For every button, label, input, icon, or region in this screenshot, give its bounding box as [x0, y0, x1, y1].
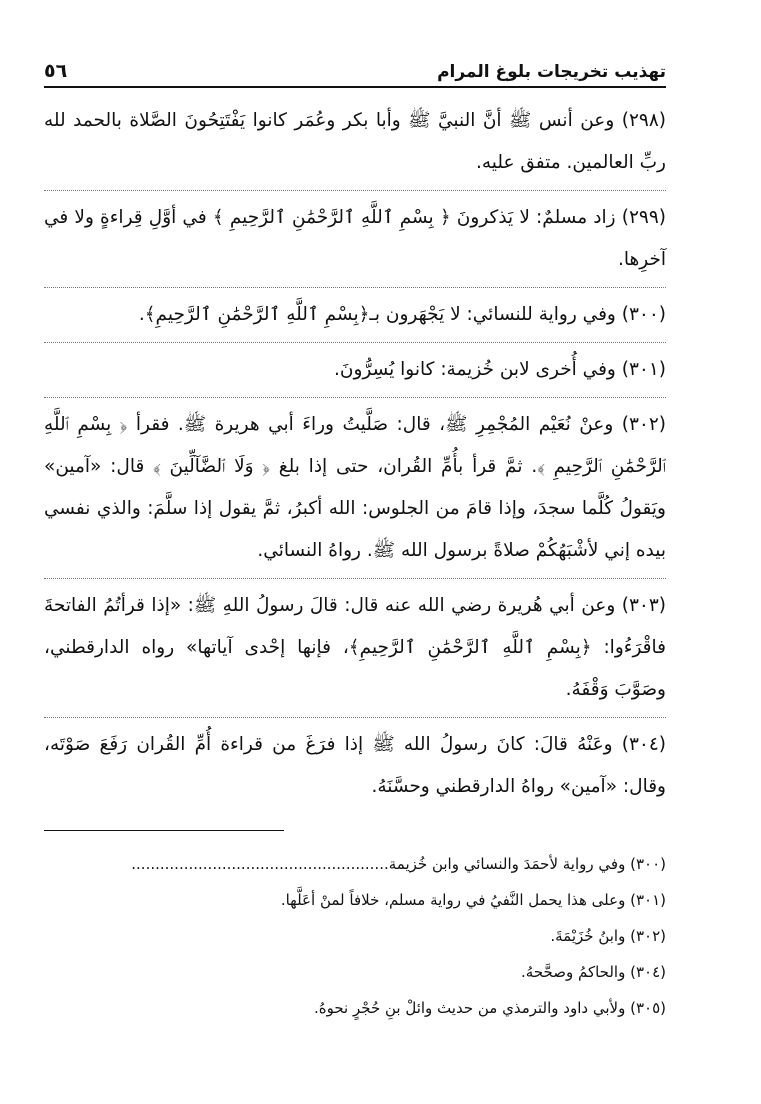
hadith-298 — [44, 100, 666, 191]
hadith-number: (٢٩٩) — [621, 207, 666, 228]
hadith-300 — [44, 294, 666, 343]
footnote-text: وفي رواية لأحمَدَ والنسائي وابن خُزيمة...................................................... — [131, 855, 626, 873]
hadith-304 — [44, 724, 666, 814]
footnote-number: (٣٠٤) — [630, 963, 666, 981]
footnote-separator — [44, 830, 284, 831]
hadith-number: (٣٠٠) — [621, 304, 666, 325]
hadith-302 — [44, 404, 666, 579]
footnote-304 — [44, 954, 666, 990]
footnote-300 — [44, 846, 666, 882]
hadith-301 — [44, 349, 666, 398]
footnote-text: والحاكمُ وصحَّحهُ. — [521, 963, 626, 981]
footnote-301 — [44, 882, 666, 918]
hadith-text: وعن أبي هُريرة رضي الله عنه قال: قالَ رسولُ اللهِ ﷺ: «إذا قرأتُمُ الفاتحةَ فاقْرَءُوا: ﴿بِسْمِ ٱللَّهِ ٱلرَّحْمَٰنِ ٱلرَّحِيمِ﴾، فإنها إحْدى آياتها» رواه الدارقطني، وصَوَّبَ وَقْفَهُ. — [44, 595, 666, 700]
hadith-text: وفي رواية للنسائي: لا يَجْهَرون بـ﴿بِسْمِ ٱللَّهِ ٱلرَّحْمَٰنِ ٱلرَّحِيمِ﴾. — [138, 304, 616, 325]
hadith-number: (٣٠٢) — [621, 414, 666, 435]
footnote-302 — [44, 918, 666, 954]
hadith-number: (٣٠٣) — [621, 595, 667, 616]
hadith-299 — [44, 197, 666, 288]
hadith-number: (٣٠٤) — [621, 734, 666, 755]
hadith-number: (٣٠١) — [621, 359, 666, 380]
page-number: ٥٦ — [44, 60, 68, 82]
book-title: تهذيب تخريجات بلوغ المرام — [437, 62, 666, 82]
hadith-text: وعنْ نُعَيْم المُجْمِرِ ﷺ، قال: صَلَّيتُ وراءَ أبي هريرة ﷺ. فقرأ ﴿ بِسْمِ ٱللَّهِ ٱلرَّحْمَٰنِ ٱلرَّحِيمِ ﴾. ثمَّ قرأ بأُمِّ القُران، حتى إذا بلغ ﴿ وَلَا ٱلضَّآلِّينَ ﴾ قال: «آمين» ويَقولُ كُلَّما سجدَ، وإذا قامَ من الجلوس: الله أكبرُ، ثمَّ يقول إذا سلَّمَ: والذي نفسي بيده إني لأشْبَهُكُمْ صلاةً برسول الله ﷺ. رواهُ النسائي. — [44, 414, 666, 561]
hadith-text: وعن أنس ﷺ أنَّ النبيَّ ﷺ وأبا بكر وعُمَر كانوا يَفْتَتِحُونَ الصَّلاة بالحمد لله ربِّ العالمين. متفق عليه. — [44, 110, 666, 173]
footnote-list — [44, 846, 666, 1026]
hadith-text: وعَنْهُ قالَ: كانَ رسولُ الله ﷺ إذا فرَغَ من قراءة أُمِّ القُران رَفَعَ صَوْتَه، وقال: «آمين» رواهُ الدارقطني وحسَّنَهُ. — [44, 734, 666, 797]
footnote-text: ولأبي داود والترمذي من حديث وائلْ بنِ حُجْرٍ نحوهُ. — [313, 999, 626, 1017]
hadith-303 — [44, 585, 666, 718]
footnote-text: وابنُ خُزَيْمَةَ. — [550, 927, 626, 945]
hadith-text: وفي أُخرى لابن خُزيمة: كانوا يُسِرُّونَ. — [334, 359, 616, 380]
footnote-text: وعلى هذا يحمل النَّفيُ في رواية مسلم، خلافاً لمنْ أعَلَّها. — [280, 891, 626, 909]
running-header — [44, 52, 666, 88]
hadith-text: زاد مسلمٌ: لا يَذكرونَ ﴿ بِسْمِ ٱللَّهِ ٱلرَّحْمَٰنِ ٱلرَّحِيمِ ﴾ في أوَّلِ قِراءةٍ ولا في آخرِها. — [44, 207, 666, 270]
footnote-number: (٣٠١) — [630, 891, 666, 909]
footnote-number: (٣٠٢) — [630, 927, 666, 945]
footnote-number: (٣٠٥) — [630, 999, 666, 1017]
main-text — [44, 100, 666, 820]
footnote-number: (٣٠٠) — [630, 855, 666, 873]
footnote-305 — [44, 990, 666, 1026]
hadith-number: (٢٩٨) — [621, 110, 666, 131]
